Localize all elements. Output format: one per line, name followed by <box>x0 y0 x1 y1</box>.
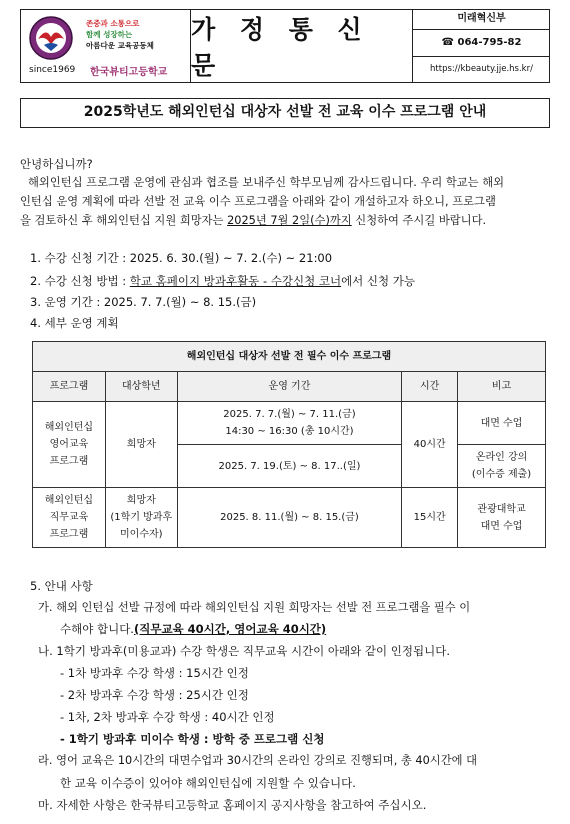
period-job: 2025. 8. 11.(월) ~ 8. 15.(금) <box>177 488 402 548</box>
na-item-1: - 1차 방과후 수강 학생 : 15시간 인정 <box>60 666 249 680</box>
item-2-b: 에서 신청 가능 <box>341 274 416 288</box>
slogan-line-3: 아름다운 교육공동체 <box>86 41 154 50</box>
note-offline: 대면 수업 <box>458 402 546 445</box>
note-job <box>458 488 546 548</box>
section-5-ga-2a: 수해야 합니다. <box>60 622 134 636</box>
target-job <box>105 488 177 548</box>
period-offline-dates: 2025. 7. 7.(월) ~ 7. 11.(금) <box>223 409 356 420</box>
table-row <box>33 402 546 445</box>
target-english: 희망자 <box>105 402 177 488</box>
section-5-na: 나. 1학기 방과후(미용교과) 수강 학생은 직무교육 시간이 아래와 같이 인정됩니다. <box>38 644 450 658</box>
section-5-da-2: 한 교육 이수증이 있어야 해외인턴십에 지원할 수 있습니다. <box>60 776 356 790</box>
item-4: 4. 세부 운영 계획 <box>30 316 119 330</box>
item-2 <box>30 271 570 291</box>
header-note: 비고 <box>458 372 546 402</box>
school-url[interactable]: https://kbeauty.jje.hs.kr/ <box>430 64 533 74</box>
period-offline-time: 14:30 ~ 16:30 (총 10시간) <box>225 426 354 437</box>
program-job-line-3: 프로그램 <box>49 529 89 540</box>
na-item-4: - 1학기 방과후 미이수 학생 : 방학 중 프로그램 신청 <box>60 732 325 746</box>
item-2-a: 2. 수강 신청 방법 : <box>30 274 130 288</box>
item-1: 1. 수강 신청 기간 : 2025. 6. 30.(월) ~ 7. 2.(수) ~ 21:00 <box>30 251 333 265</box>
section-5-ma: 마. 자세한 사항은 한국뷰티고등학교 홈페이지 공지사항을 참고하여 주십시오. <box>38 798 427 812</box>
since-label: since1969 <box>29 65 76 75</box>
note-job-line-2: 대면 수업 <box>480 520 523 532</box>
required-hours: (직무교육 40시간, 영어교육 40시간) <box>133 622 327 636</box>
intro-line-2: 인턴십 운영 계획에 따라 선발 전 교육 이수 프로그램을 아래와 같이 개설하고자 하오니, 프로그램 <box>20 195 496 208</box>
target-job-line-3: 미이수자) <box>120 529 163 540</box>
program-job-line-2: 직무교육 <box>49 512 89 523</box>
application-deadline: 2025년 7월 2일(수)까지 <box>227 214 352 227</box>
na-item-3: - 1차, 2차 방과후 수강 학생 : 40시간 인정 <box>60 710 275 724</box>
logo-cell <box>20 9 191 83</box>
hours-english: 40시간 <box>402 402 458 488</box>
note-job-line-1: 관광대학교 <box>477 503 526 515</box>
item-3: 3. 운영 기간 : 2025. 7. 7.(월) ~ 8. 15.(금) <box>30 295 257 309</box>
note-online-line-2: (이수증 제출) <box>471 469 532 480</box>
section-5-title: 5. 안내 사항 <box>30 579 93 593</box>
program-job-line-1: 해외인턴십 <box>44 495 94 506</box>
program-english-line-3: 프로그램 <box>49 456 89 467</box>
intro-line-1: 해외인턴십 프로그램 운영에 관심과 협조를 보내주신 학부모님께 감사드립니다. 우리 학교는 해외 <box>28 176 505 189</box>
program-job <box>33 488 106 548</box>
period-online: 2025. 7. 19.(토) ~ 8. 17..(일) <box>177 445 402 488</box>
program-english-line-2: 영어교육 <box>49 439 89 450</box>
application-method: 학교 홈페이지 방과후활동 - 수강신청 코너 <box>129 274 342 288</box>
target-job-line-1: 희망자 <box>126 495 156 506</box>
program-english <box>33 402 106 488</box>
intro-line-3-a: 을 검토하신 후 해외인턴십 지원 희망자는 <box>20 214 228 227</box>
header-info <box>413 9 550 83</box>
greeting: 안녕하십니까? <box>20 157 93 171</box>
slogan-line-2: 함께 성장하는 <box>86 30 133 39</box>
school-emblem-icon <box>28 15 74 61</box>
department-label: 미래혁신부 <box>413 9 550 30</box>
school-name: 한국뷰티고등학교 <box>90 67 168 78</box>
header-target: 대상학년 <box>105 372 177 402</box>
header-period: 운영 기간 <box>177 372 402 402</box>
notice-title: 2025학년도 해외인턴십 대상자 선발 전 교육 이수 프로그램 안내 <box>20 98 550 128</box>
period-offline <box>177 402 402 445</box>
newsletter-title: 가 정 통 신 문 <box>191 9 413 83</box>
section-5-ga-1: 가. 해외 인턴십 선발 규정에 따라 해외인턴십 지원 희망자는 선발 전 프로그램을 필수 이 <box>38 601 471 614</box>
program-english-line-1: 해외인턴십 <box>44 422 94 433</box>
header-hours: 시간 <box>402 372 458 402</box>
intro-line-3 <box>20 211 560 231</box>
schedule-table <box>32 341 546 548</box>
na-item-2: - 2차 방과후 수강 학생 : 25시간 인정 <box>60 688 249 702</box>
section-5-da-1: 라. 영어 교육은 10시간의 대면수업과 30시간의 온라인 강의로 진행되며, 총 40시간에 대 <box>38 754 478 767</box>
note-online-line-1: 온라인 강의 <box>475 452 528 463</box>
slogan-line-1: 존중과 소통으로 <box>86 19 140 28</box>
target-job-line-2: (1학기 방과후 <box>110 512 173 523</box>
table-caption: 해외인턴십 대상자 선발 전 필수 이수 프로그램 <box>33 342 546 372</box>
header-program: 프로그램 <box>33 372 106 402</box>
section-5-ga-2 <box>60 619 570 639</box>
hours-job: 15시간 <box>402 488 458 548</box>
phone-number: ☎ 064-795-82 <box>413 29 550 57</box>
intro-line-3-b: 신청하여 주시길 바랍니다. <box>351 214 487 227</box>
table-row <box>33 488 546 548</box>
slogan <box>86 18 154 51</box>
note-online <box>458 445 546 488</box>
